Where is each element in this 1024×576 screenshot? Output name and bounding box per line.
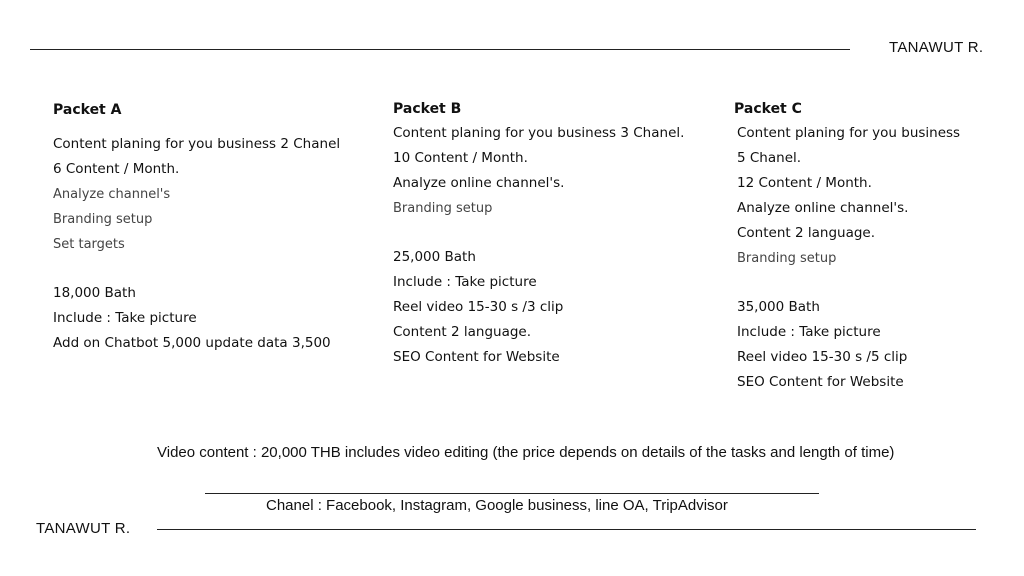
packet-c-title: Packet C — [734, 101, 802, 117]
packet-c-extra: Include : Take picture — [737, 324, 881, 340]
packet-c-feature: Branding setup — [737, 251, 837, 266]
packet-c-feature: Content planing for you business — [737, 125, 961, 141]
packet-c-feature: Analyze online channel's. — [737, 200, 909, 216]
packet-c — [734, 97, 960, 395]
packet-b-feature: Branding setup — [393, 201, 493, 216]
packet-b — [393, 97, 684, 370]
packet-a-price: 18,000 Bath — [53, 285, 136, 301]
packet-b-title: Packet B — [393, 101, 462, 117]
packet-c-extra: Reel video 15-30 s /5 clip — [737, 349, 908, 365]
packet-a-extra: Add on Chatbot 5,000 update data 3,500 — [53, 335, 331, 351]
packet-c-feature: 5 Chanel. — [737, 150, 802, 166]
packet-b-feature: Content planing for you business 3 Chanel. — [393, 125, 685, 141]
packet-a-feature: 6 Content / Month. — [53, 161, 180, 177]
packet-a-feature: Content planing for you business 2 Chanel — [53, 136, 341, 152]
packet-a-feature: Set targets — [53, 237, 125, 252]
packet-a-title: Packet A — [53, 102, 122, 118]
packet-b-feature: 10 Content / Month. — [393, 150, 528, 166]
packet-b-feature: Analyze online channel's. — [393, 175, 565, 191]
packet-b-extra: Content 2 language. — [393, 324, 532, 340]
channels-note: Chanel : Facebook, Instagram, Google business, line OA, TripAdvisor — [266, 497, 728, 514]
packet-a-extra: Include : Take picture — [53, 310, 197, 326]
packet-b-price: 25,000 Bath — [393, 249, 476, 265]
packet-c-extra: SEO Content for Website — [737, 374, 904, 390]
packet-b-extra: Include : Take picture — [393, 274, 537, 290]
header-brand: TANAWUT R. — [889, 39, 984, 56]
header-rule — [30, 49, 850, 50]
channels-rule — [205, 493, 819, 494]
packet-c-price: 35,000 Bath — [737, 299, 820, 315]
packet-a — [53, 98, 340, 356]
video-content-note: Video content : 20,000 THB includes video editing (the price depends on details of the tasks and length of time) — [157, 444, 895, 461]
packet-c-feature: Content 2 language. — [737, 225, 876, 241]
footer-rule — [157, 529, 976, 530]
packet-b-extra: Reel video 15-30 s /3 clip — [393, 299, 564, 315]
packet-c-feature: 12 Content / Month. — [737, 175, 872, 191]
packet-b-extra: SEO Content for Website — [393, 349, 560, 365]
footer-brand: TANAWUT R. — [36, 520, 131, 537]
packet-a-feature: Analyze channel's — [53, 187, 171, 202]
packet-a-feature: Branding setup — [53, 212, 153, 227]
